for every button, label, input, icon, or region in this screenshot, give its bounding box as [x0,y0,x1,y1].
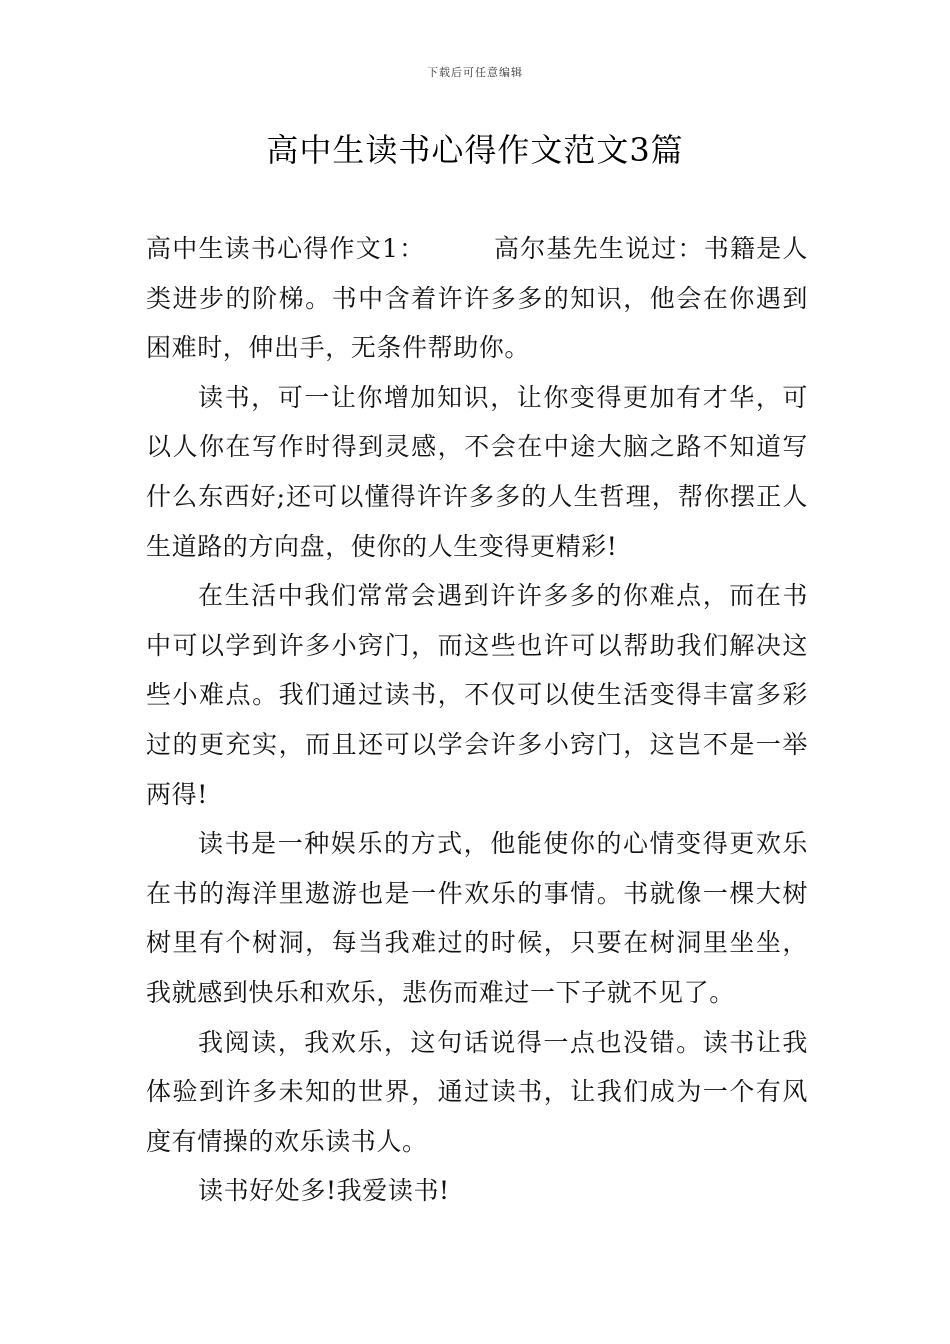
header-note: 下载后可任意编辑 [427,66,523,79]
body-paragraph-1: 读书，可一让你增加知识，让你变得更加有才华，可以人你在写作时得到灵感，不会在中途大脑之路不知道写什么东西好;还可以懂得许许多多的人生哲理，帮你摆正人生道路的方向盘，使你的人生变得更精彩! [146,382,808,561]
body-paragraph-5: 读书好处多!我爱读书! [198,1176,450,1206]
intro-paragraph [146,224,808,373]
body-paragraph-4: 我阅读，我欢乐，这句话说得一点也没错。读书让我体验到许多未知的世界，通过读书，让我们成为一个有风度有情操的欢乐读书人。 [146,1027,808,1156]
document-title: 高中生读书心得作文范文3篇 [266,131,684,169]
intro-label: 高中生读书心得作文1： [146,234,426,263]
body-paragraph-3: 读书是一种娱乐的方式，他能使你的心情变得更欢乐在书的海洋里遨游也是一件欢乐的事情。书就像一棵大树树里有个树洞，每当我难过的时候，只要在树洞里坐坐，我就感到快乐和欢乐，悲伤而难过一下子就不见了。 [146,829,808,1007]
intro-text: 高尔基先生说过：书籍是人类进步的阶梯。书中含着许许多多的知识，他会在你遇到困难时，伸出手，无条件帮助你。 [146,234,808,363]
document-body [146,224,808,1216]
body-paragraph-2: 在生活中我们常常会遇到许许多多的你难点，而在书中可以学到许多小窍门，而这些也许可以帮助我们解决这些小难点。我们通过读书，不仅可以使生活变得丰富多彩过的更充实，而且还可以学会许多小窍门，这岂不是一举两得! [146,581,808,809]
